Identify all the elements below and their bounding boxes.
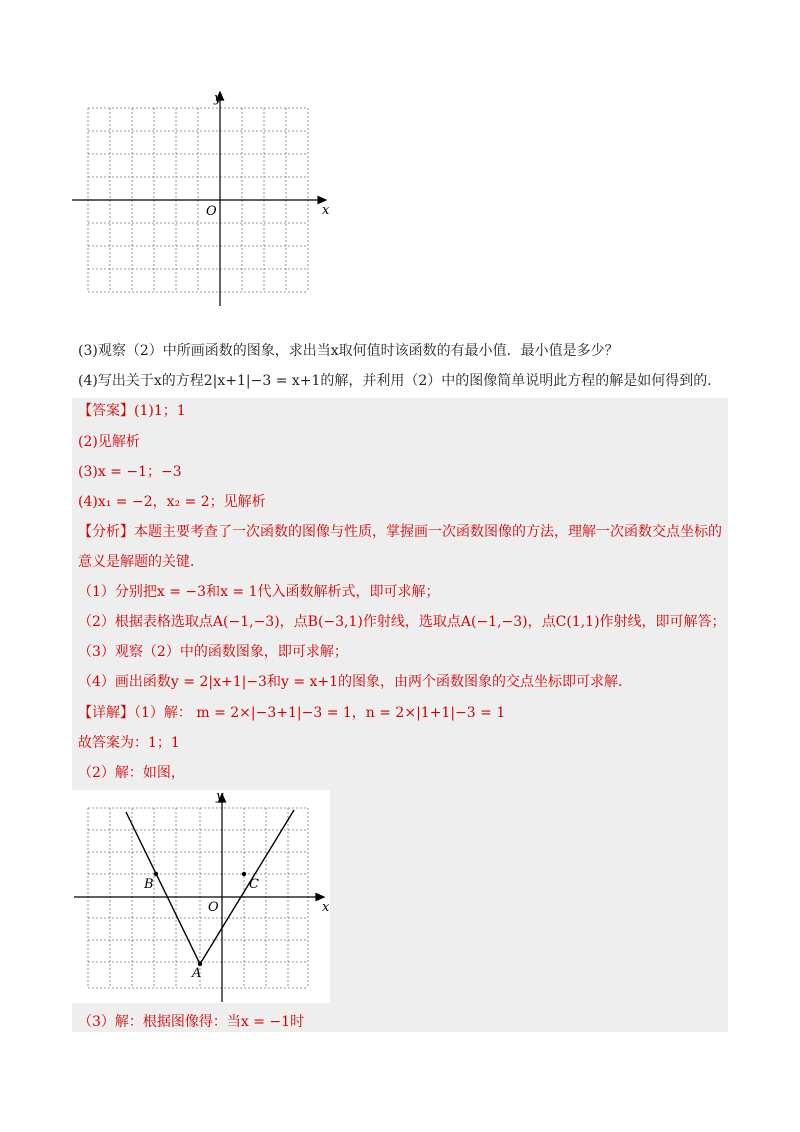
empty-coordinate-grid bbox=[70, 88, 335, 310]
x-axis-label: x bbox=[322, 203, 330, 218]
y-axis-label: y bbox=[214, 91, 222, 106]
answer-line-2: (2)见解析 bbox=[78, 434, 140, 450]
point-a-label: A bbox=[192, 966, 202, 981]
analysis-line-1: 【分析】本题主要考查了一次函数的图像与性质，掌握画一次函数图像的方法，理解一次函数交点坐标的 bbox=[78, 524, 722, 540]
point-b bbox=[154, 872, 158, 876]
origin-label-2: O bbox=[208, 900, 219, 915]
point-c bbox=[242, 872, 246, 876]
answer-label: 【答案】 bbox=[78, 403, 134, 419]
answer-line-1: 【答案】(1)1；1 bbox=[78, 403, 186, 419]
detail-line-4: （3）解：根据图像得：当x = −1时 bbox=[78, 1014, 305, 1030]
answer-line-4: (4)x₁ = −2，x₂ = 2；见解析 bbox=[78, 494, 266, 510]
answer-line-3: (3)x = −1；−3 bbox=[78, 464, 182, 480]
question-4: (4)写出关于x的方程2|x+1|−3 = x+1的解，并利用（2）中的图像简单说明此方程的解是如何得到的． bbox=[78, 373, 722, 389]
detail-line-1: 【详解】（1）解： m = 2×|−3+1|−3 = 1，n = 2×|1+1|−3 = 1 bbox=[78, 705, 506, 721]
function-graph bbox=[72, 790, 330, 1003]
analysis-step-4: （4）画出函数y = 2|x+1|−3和y = x+1的图象，由两个函数图象的交点坐标即可求解． bbox=[78, 674, 633, 690]
detail-line-2: 故答案为：1；1 bbox=[78, 735, 180, 751]
analysis-step-3: （3）观察（2）中的函数图象，即可求解； bbox=[78, 644, 348, 660]
point-c-label: C bbox=[249, 877, 259, 892]
origin-label: O bbox=[206, 204, 217, 219]
detail-label: 【详解】 bbox=[78, 705, 134, 721]
point-b-label: B bbox=[144, 877, 154, 892]
question-3: (3)观察（2）中所画函数的图象，求出当x取何值时该函数的有最小值．最小值是多少？ bbox=[78, 343, 619, 359]
analysis-step-2: （2）根据表格选取点A(−1,−3)，点B(−3,1)作射线，选取点A(−1,−3)，点C(1,1)作射线，即可解答； bbox=[78, 614, 726, 630]
analysis-line-2: 意义是解题的关键． bbox=[78, 554, 204, 570]
detail-line-3: （2）解：如图， bbox=[78, 765, 185, 781]
y-axis-label-2: y bbox=[216, 790, 224, 804]
analysis-label: 【分析】 bbox=[78, 524, 134, 540]
x-axis-label-2: x bbox=[322, 900, 330, 915]
analysis-step-1: （1）分别把x = −3和x = 1代入函数解析式，即可求解； bbox=[78, 584, 440, 600]
